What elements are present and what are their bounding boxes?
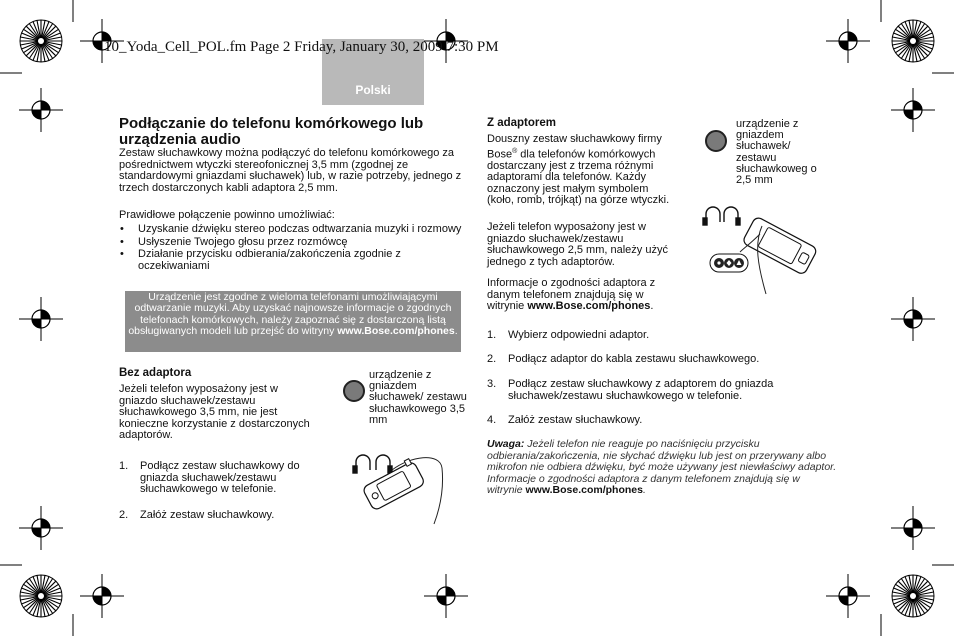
phone-icon-2: [742, 216, 818, 275]
list-item: • Usłyszenie Twojego głosu przez rozmówcę: [119, 237, 464, 249]
right-steps-4: [487, 415, 847, 427]
list-item: • Działanie przycisku odbierania/zakończenia zgodnie z oczekiwaniami: [119, 249, 464, 272]
list-item: 2. Załóż zestaw słuchawkowy.: [119, 509, 275, 521]
uwaga-note: Uwaga: Jeżeli telefon nie reaguje po naciśnięciu przycisku odbierania/zakończenia, nie słychać dźwięku lub jest on przerywany albo mikrofon nie odbiera dźwięku, być może używany jest niewłaściwy adaptor. Informacje o zgodności adaptora z danym telefonem znajdują się w witrynie www.Bose.com/phones.: [487, 438, 837, 497]
language-tab-label: Polski: [355, 83, 391, 97]
z-adaptorem-text-1: Douszny zestaw słuchawkowy firmy Bose® dla telefonów komórkowych dostarczany jest z trzema różnymi adaptorami dla telefonów. Każdy oznaczony jest małym symbolem (koło, romb, trójkąt) na górze wtyczki.: [487, 133, 670, 207]
requirements-list: [119, 224, 464, 273]
list-item: 1. Podłącz zestaw słuchawkowy do gniazda słuchawek/zestawu słuchawkowego w telefonie.: [119, 460, 300, 495]
note-url[interactable]: www.Bose.com/phones: [337, 325, 455, 338]
left-steps: [119, 461, 319, 496]
list-item: • Uzyskanie dźwięku stereo podczas odtwarzania muzyki i rozmowy: [119, 224, 464, 236]
list-item: 2. Podłącz adaptor do kabla zestawu słuchawkowego.: [487, 353, 760, 365]
jack-label-35: urządzenie z gniazdem słuchawek/ zestawu słuchawkowego 3,5 mm: [369, 369, 467, 426]
intro-paragraph: Zestaw słuchawkowy można podłączyć do telefonu komórkowego za pośrednictwem wtyczki stereofonicznej 3,5 mm (zgodnej ze standardowymi gniazdami słuchawek) lub, w razie potrzeby, jednego z trzech dostarczonych kabli adaptora 2,5 mm.: [119, 147, 462, 194]
right-steps-3: [487, 379, 817, 402]
list-item: 1. Wybierz odpowiedni adaptor.: [487, 329, 650, 341]
compatibility-note: [125, 291, 461, 352]
jack-label-25: urządzenie z gniazdem słuchawek/ zestawu słuchawkoweg o 2,5 mm: [736, 118, 817, 187]
bez-adaptora-text: Jeżeli telefon wyposażony jest w gniazdo słuchawek/zestawu słuchawkowego 3,5 mm, nie jest konieczne korzystanie z dostarczonych adaptorów.: [119, 383, 310, 441]
right-steps-1: [487, 330, 847, 342]
list-item: 3. Podłącz zestaw słuchawkowy z adaptorem do gniazda słuchawek/zestawu słuchawkowego w telefonie.: [487, 378, 774, 402]
z-adaptorem-heading: Z adaptorem: [487, 117, 557, 129]
uwaga-label: Uwaga:: [487, 438, 525, 450]
uwaga-text: Jeżeli telefon nie reaguje po naciśnięciu przycisku odbierania/zakończenia, nie słychać dźwięku lub jest on przerywany albo mikrofon nie odbiera dźwięku, być może używany jest niewłaściwy adaptor. Informacje o zgodności adaptora z danym telefonem znajdują się w witrynie: [487, 438, 837, 497]
right-steps-2: [487, 354, 847, 366]
phone-headset-illustration: [350, 448, 470, 528]
bez-adaptora-heading: Bez adaptora: [119, 367, 192, 379]
headphones-icon-2: [703, 207, 740, 225]
compat-url[interactable]: www.Bose.com/phones: [527, 300, 651, 312]
jack-symbol-icon-2: [705, 130, 727, 152]
lead-paragraph: Prawidłowe połączenie powinno umożliwiać:: [119, 209, 335, 221]
adaptor-symbols-icon: [710, 254, 748, 272]
z-adaptorem-text-2: Jeżeli telefon wyposażony jest w gniazdo słuchawek/zestawu słuchawkowego 2,5 mm, należy użyć jednego z tych adaptorów.: [487, 221, 668, 268]
adaptor-illustration: [700, 196, 840, 296]
z-adaptorem-text-3: Informacje o zgodności adaptora z danym telefonem znajdują się w witrynie www.Bose.com/phones.: [487, 277, 656, 312]
file-header: 10_Yoda_Cell_POL.fm Page 2 Friday, January 30, 2009 7:30 PM: [104, 39, 499, 55]
note-text: Urządzenie jest zgodne z wieloma telefonami umożliwiającymi odtwarzanie muzyki. Aby uzyskać najnowsze informacje o zgodnych telefonach komórkowych, należy zapoznać się z dostarczoną listą obsługiwanych modeli lub przejść do witryny: [128, 291, 452, 338]
jack-symbol-icon: [343, 380, 365, 402]
note-end: .: [454, 325, 458, 338]
list-item: 4. Załóż zestaw słuchawkowy.: [487, 414, 643, 426]
left-steps-2: [119, 510, 319, 522]
uwaga-url[interactable]: www.Bose.com/phones: [525, 484, 643, 497]
section-title: Podłączanie do telefonu komórkowego lub urządzenia audio: [119, 115, 424, 148]
headphones-icon: [353, 455, 392, 473]
